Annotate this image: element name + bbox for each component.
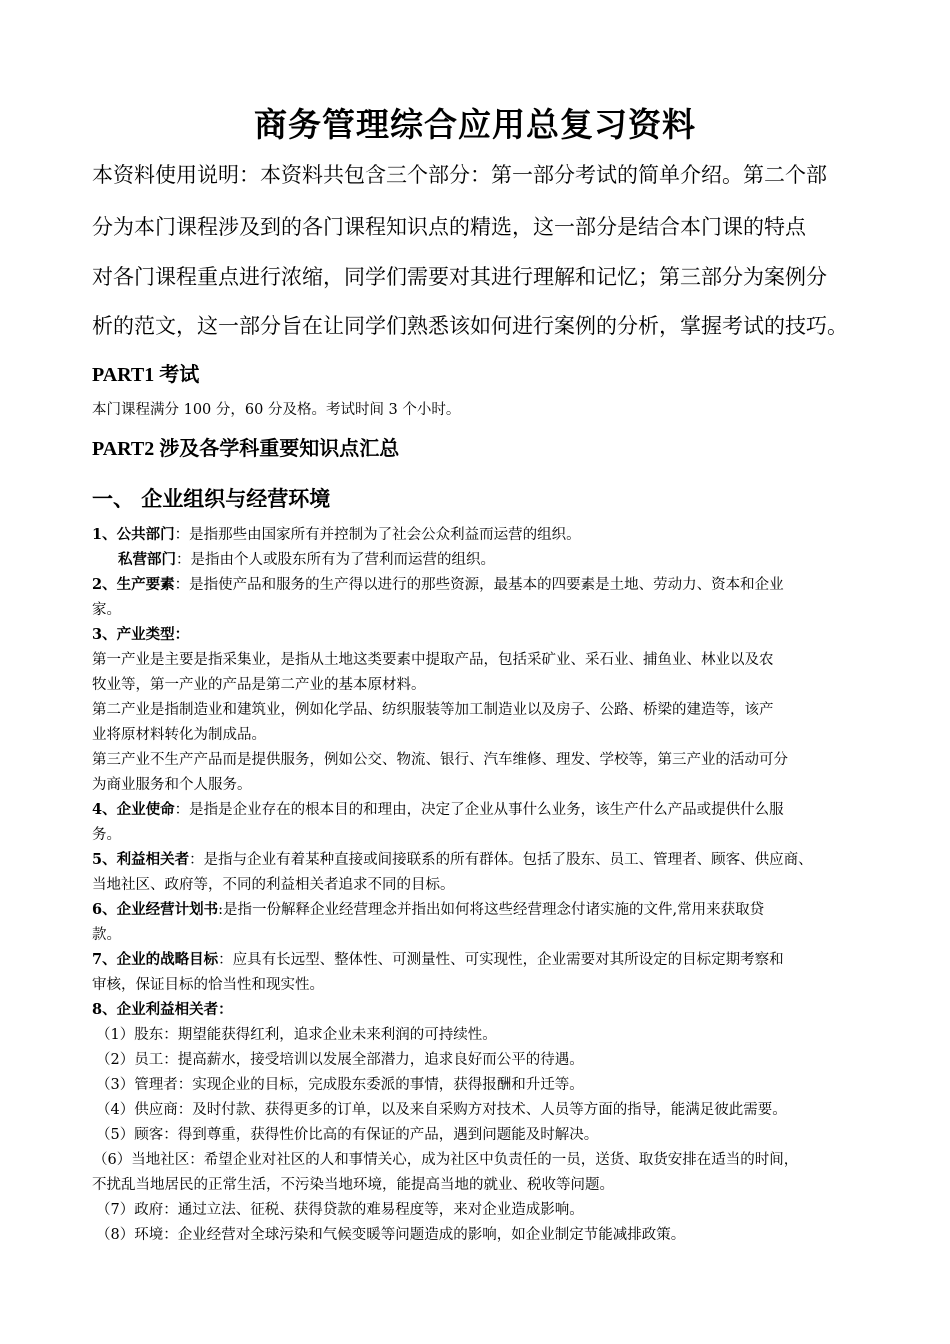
term: 8、企业利益相关者： — [92, 1001, 233, 1018]
list-item: 2、生产要素：是指使产品和服务的生产得以进行的那些资源，最基本的四要素是土地、劳动力、资本和企业 — [92, 576, 784, 593]
paragraph-line: 牧业等，第一产业的产品是第二产业的基本原材料。 — [92, 677, 426, 693]
term: 4、企业使命 — [92, 801, 175, 818]
term: 5、利益相关者 — [92, 851, 190, 868]
sub-item-cont: 不扰乱当地居民的正常生活，不污染当地环境，能提高当地的就业、税收等问题。 — [92, 1177, 614, 1193]
term: 7、企业的战略目标 — [92, 951, 219, 968]
sub-item: （3）管理者：实现企业的目标，完成股东委派的事情，获得报酬和升迁等。 — [96, 1077, 584, 1093]
sub-item: （8）环境：企业经营对全球污染和气候变暖等问题造成的影响，如企业制定节能减排政策。 — [96, 1227, 686, 1243]
intro-line: 析的范文，这一部分旨在让同学们熟悉该如何进行案例的分析，掌握考试的技巧。 — [92, 314, 848, 338]
list-item — [92, 624, 189, 646]
part1-text: 本门课程满分 100 分，60 分及格。考试时间 3 个小时。 — [92, 402, 461, 418]
paragraph-line: 为商业服务和个人服务。 — [92, 777, 252, 793]
section1-heading: 一、 企业组织与经营环境 — [92, 487, 331, 511]
intro-line: 对各门课程重点进行浓缩，同学们需要对其进行理解和记忆；第三部分为案例分 — [92, 265, 827, 289]
list-item-cont: 务。 — [92, 827, 121, 843]
paragraph-line: 第三产业不生产产品而是提供服务，例如公交、物流、银行、汽车维修、理发、学校等，第三产业的活动可分 — [92, 752, 788, 768]
term: 6、企业经营计划书 — [92, 901, 219, 918]
part2-heading: PART2 涉及各学科重要知识点汇总 — [92, 438, 400, 460]
list-item-cont: 款。 — [92, 927, 121, 943]
list-item: 1、公共部门：是指那些由国家所有并控制为了社会公众利益而运营的组织。 — [92, 526, 581, 543]
term: 3、产业类型： — [92, 626, 190, 643]
paragraph-line: 业将原材料转化为制成品。 — [92, 727, 266, 743]
list-item-cont: 审核，保证目标的恰当性和现实性。 — [92, 977, 324, 993]
sub-item: （7）政府：通过立法、征税、获得贷款的难易程度等，来对企业造成影响。 — [96, 1202, 584, 1218]
list-item: 私营部门：是指由个人或股东所有为了营利而运营的组织。 — [118, 551, 495, 568]
list-item: 4、企业使命：是指是企业存在的根本目的和理由，决定了企业从事什么业务，该生产什么产品或提供什么服 — [92, 801, 784, 818]
list-item — [92, 999, 233, 1021]
sub-item: （6）当地社区：希望企业对社区的人和事情关心，成为社区中负责任的一员，送货、取货安排在适当的时间， — [93, 1152, 799, 1168]
list-item: 6、企业经营计划书:是指一份解释企业经营理念并指出如何将这些经营理念付诸实施的文件,常用来获取贷 — [92, 901, 765, 918]
sub-item: （5）顾客：得到尊重，获得性价比高的有保证的产品，遇到问题能及时解决。 — [96, 1127, 599, 1143]
term: 私营部门 — [118, 551, 176, 568]
intro-line: 分为本门课程涉及到的各门课程知识点的精选，这一部分是结合本门课的特点 — [92, 215, 806, 239]
list-item-cont: 当地社区、政府等，不同的利益相关者追求不同的目标。 — [92, 877, 455, 893]
term: 2、生产要素 — [92, 576, 175, 593]
term: 1、公共部门 — [92, 526, 175, 543]
paragraph-line: 第一产业是主要是指采集业，是指从土地这类要素中提取产品，包括采矿业、采石业、捕鱼业、林业以及农 — [92, 652, 774, 668]
list-item: 7、企业的战略目标：应具有长远型、整体性、可测量性、可实现性，企业需要对其所设定的目标定期考察和 — [92, 951, 784, 968]
intro-line: 本资料使用说明：本资料共包含三个部分：第一部分考试的简单介绍。第二个部 — [92, 163, 827, 187]
sub-item: （2）员工：提高薪水，接受培训以发展全部潜力，追求良好而公平的待遇。 — [96, 1052, 584, 1068]
list-item-cont: 家。 — [92, 602, 121, 618]
sub-item: （1）股东：期望能获得红利，追求企业未来利润的可持续性。 — [96, 1027, 497, 1043]
paragraph-line: 第二产业是指制造业和建筑业，例如化学品、纺织服装等加工制造业以及房子、公路、桥梁的建造等，该产 — [92, 702, 774, 718]
part1-heading: PART1 考试 — [92, 364, 200, 386]
list-item: 5、利益相关者：是指与企业有着某种直接或间接联系的所有群体。包括了股东、员工、管理者、顾客、供应商、 — [92, 851, 813, 868]
sub-item: （4）供应商：及时付款、获得更多的订单，以及来自采购方对技术、人员等方面的指导，能满足彼此需要。 — [96, 1102, 787, 1118]
document-title: 商务管理综合应用总复习资料 — [254, 105, 696, 144]
